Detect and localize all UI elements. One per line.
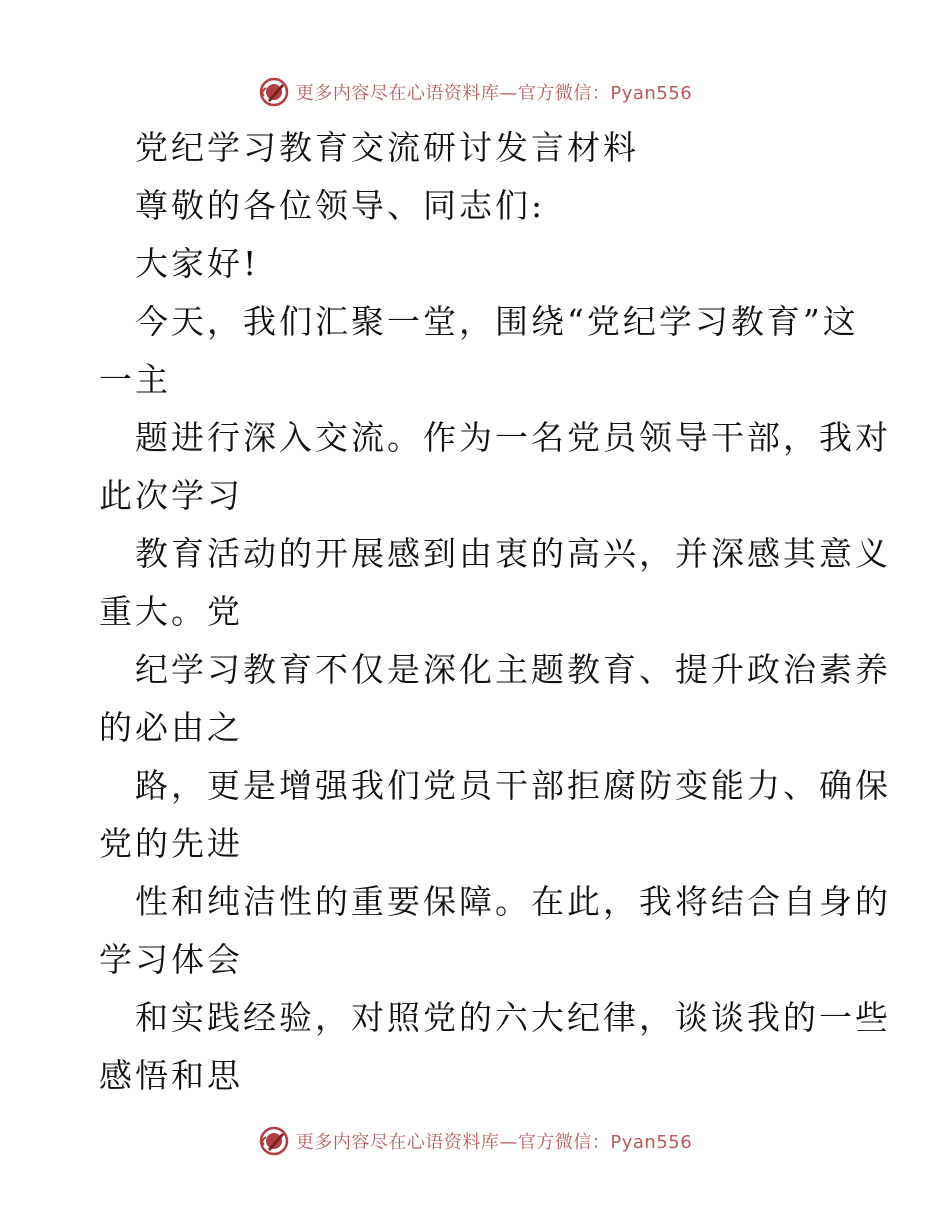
- paragraph-line: 纪学习教育不仅是深化主题教育、提升政治素养: [135, 650, 891, 689]
- paragraph-line: 重大。党: [99, 592, 243, 631]
- paragraph-line: 党的先进: [99, 824, 243, 863]
- paragraph-line: 和实践经验，对照党的六大纪律，谈谈我的一些: [135, 998, 891, 1037]
- paragraph-line: 今天，我们汇聚一堂，围绕“党纪学习教育”这: [135, 302, 859, 341]
- paragraph-line: 题进行深入交流。作为一名党员领导干部，我对: [135, 418, 891, 457]
- greeting: 大家好!: [135, 244, 260, 283]
- document-title: 党纪学习教育交流研讨发言材料: [135, 128, 639, 167]
- paragraph-line: 感悟和思: [99, 1056, 243, 1095]
- paragraph-line: 一主: [99, 360, 171, 399]
- paragraph-line: 此次学习: [99, 476, 243, 515]
- paragraph-line: 性和纯洁性的重要保障。在此，我将结合自身的: [135, 882, 891, 921]
- footer-banner-text: 更多内容尽在心语资料库—官方微信：Pyan556: [295, 1132, 693, 1153]
- header-banner-text: 更多内容尽在心语资料库—官方微信：Pyan556: [295, 83, 693, 104]
- salutation: 尊敬的各位领导、同志们:: [135, 186, 546, 225]
- paragraph-line: 路，更是增强我们党员干部拒腐防变能力、确保: [135, 766, 891, 805]
- pen-logo-icon: [258, 76, 290, 108]
- pen-logo-icon: [258, 1125, 290, 1157]
- footer-banner: [0, 1121, 950, 1161]
- paragraph-line: 的必由之: [99, 708, 243, 747]
- paragraph-line: 教育活动的开展感到由衷的高兴，并深感其意义: [135, 534, 891, 573]
- paragraph-line: 学习体会: [99, 940, 243, 979]
- header-banner: [0, 72, 950, 112]
